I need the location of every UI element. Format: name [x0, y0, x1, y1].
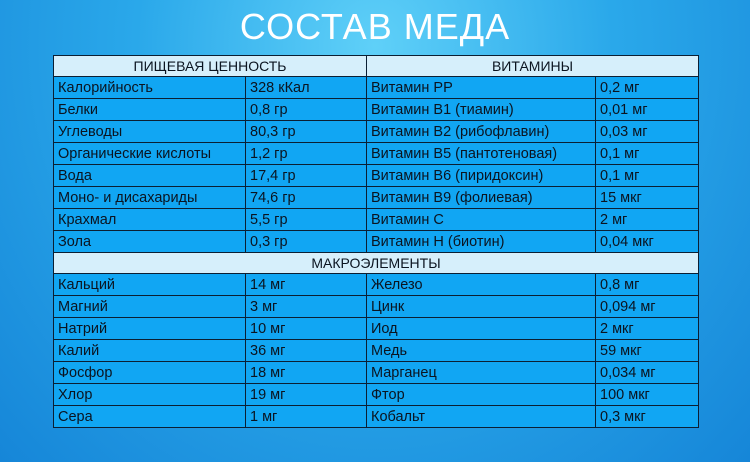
vitamin-name: Витамин PP: [367, 77, 596, 99]
vitamin-name: Витамин B1 (тиамин): [367, 99, 596, 121]
table-row: [54, 340, 699, 362]
element-value: 0,094 мг: [596, 296, 699, 318]
table-row: [54, 165, 699, 187]
vitamin-name: Витамин C: [367, 209, 596, 231]
macro-header-row: [54, 253, 699, 274]
element-value: 10 мг: [246, 318, 367, 340]
nutrient-value: 80,3 гр: [246, 121, 367, 143]
element-name: Кальций: [54, 274, 246, 296]
element-name: Калий: [54, 340, 246, 362]
vitamin-value: 0,01 мг: [596, 99, 699, 121]
element-value: 18 мг: [246, 362, 367, 384]
element-name: Кобальт: [367, 406, 596, 428]
table-row: [54, 187, 699, 209]
nutrient-value: 0,8 гр: [246, 99, 367, 121]
vitamin-name: Витамин H (биотин): [367, 231, 596, 253]
nutrient-name: Зола: [54, 231, 246, 253]
table-header-row: [54, 56, 699, 77]
nutrient-name: Углеводы: [54, 121, 246, 143]
vitamin-name: Витамин B5 (пантотеновая): [367, 143, 596, 165]
element-name: Медь: [367, 340, 596, 362]
nutrient-value: 328 кКал: [246, 77, 367, 99]
nutrient-name: Вода: [54, 165, 246, 187]
table-row: [54, 362, 699, 384]
nutrient-name: Крахмал: [54, 209, 246, 231]
table-row: [54, 384, 699, 406]
element-name: Магний: [54, 296, 246, 318]
element-name: Сера: [54, 406, 246, 428]
vitamin-name: Витамин B2 (рибофлавин): [367, 121, 596, 143]
element-value: 0,034 мг: [596, 362, 699, 384]
element-value: 36 мг: [246, 340, 367, 362]
nutrient-name: Калорийность: [54, 77, 246, 99]
table-row: [54, 143, 699, 165]
header-vitamins: ВИТАМИНЫ: [367, 56, 699, 77]
element-value: 19 мг: [246, 384, 367, 406]
element-value: 2 мкг: [596, 318, 699, 340]
element-name: Фосфор: [54, 362, 246, 384]
element-value: 1 мг: [246, 406, 367, 428]
page-title: СОСТАВ МЕДА: [239, 6, 511, 47]
vitamin-value: 0,1 мг: [596, 165, 699, 187]
vitamin-value: 0,1 мг: [596, 143, 699, 165]
element-name: Цинк: [367, 296, 596, 318]
element-name: Натрий: [54, 318, 246, 340]
header-nutrition: ПИЩЕВАЯ ЦЕННОСТЬ: [54, 56, 367, 77]
element-name: Железо: [367, 274, 596, 296]
table-row: [54, 121, 699, 143]
table-row: [54, 209, 699, 231]
vitamin-name: Витамин B6 (пиридоксин): [367, 165, 596, 187]
vitamin-value: 0,2 мг: [596, 77, 699, 99]
element-name: Фтор: [367, 384, 596, 406]
table-row: [54, 274, 699, 296]
vitamin-value: 0,04 мкг: [596, 231, 699, 253]
nutrient-value: 17,4 гр: [246, 165, 367, 187]
table-row: [54, 318, 699, 340]
vitamin-name: Витамин B9 (фолиевая): [367, 187, 596, 209]
vitamin-value: 15 мкг: [596, 187, 699, 209]
table-row: [54, 99, 699, 121]
table-row: [54, 296, 699, 318]
honey-composition-table: [53, 55, 699, 428]
element-value: 0,3 мкг: [596, 406, 699, 428]
table-row: [54, 231, 699, 253]
element-value: 14 мг: [246, 274, 367, 296]
nutrient-name: Моно- и дисахариды: [54, 187, 246, 209]
element-value: 3 мг: [246, 296, 367, 318]
vitamin-value: 0,03 мг: [596, 121, 699, 143]
table-row: [54, 406, 699, 428]
header-macro: МАКРОЭЛЕМЕНТЫ: [54, 253, 699, 274]
nutrient-value: 1,2 гр: [246, 143, 367, 165]
element-value: 59 мкг: [596, 340, 699, 362]
nutrient-name: Белки: [54, 99, 246, 121]
vitamin-value: 2 мг: [596, 209, 699, 231]
element-value: 0,8 мг: [596, 274, 699, 296]
table-row: [54, 77, 699, 99]
nutrient-value: 5,5 гр: [246, 209, 367, 231]
nutrient-name: Органические кислоты: [54, 143, 246, 165]
element-value: 100 мкг: [596, 384, 699, 406]
element-name: Хлор: [54, 384, 246, 406]
element-name: Марганец: [367, 362, 596, 384]
element-name: Иод: [367, 318, 596, 340]
nutrient-value: 0,3 гр: [246, 231, 367, 253]
nutrient-value: 74,6 гр: [246, 187, 367, 209]
